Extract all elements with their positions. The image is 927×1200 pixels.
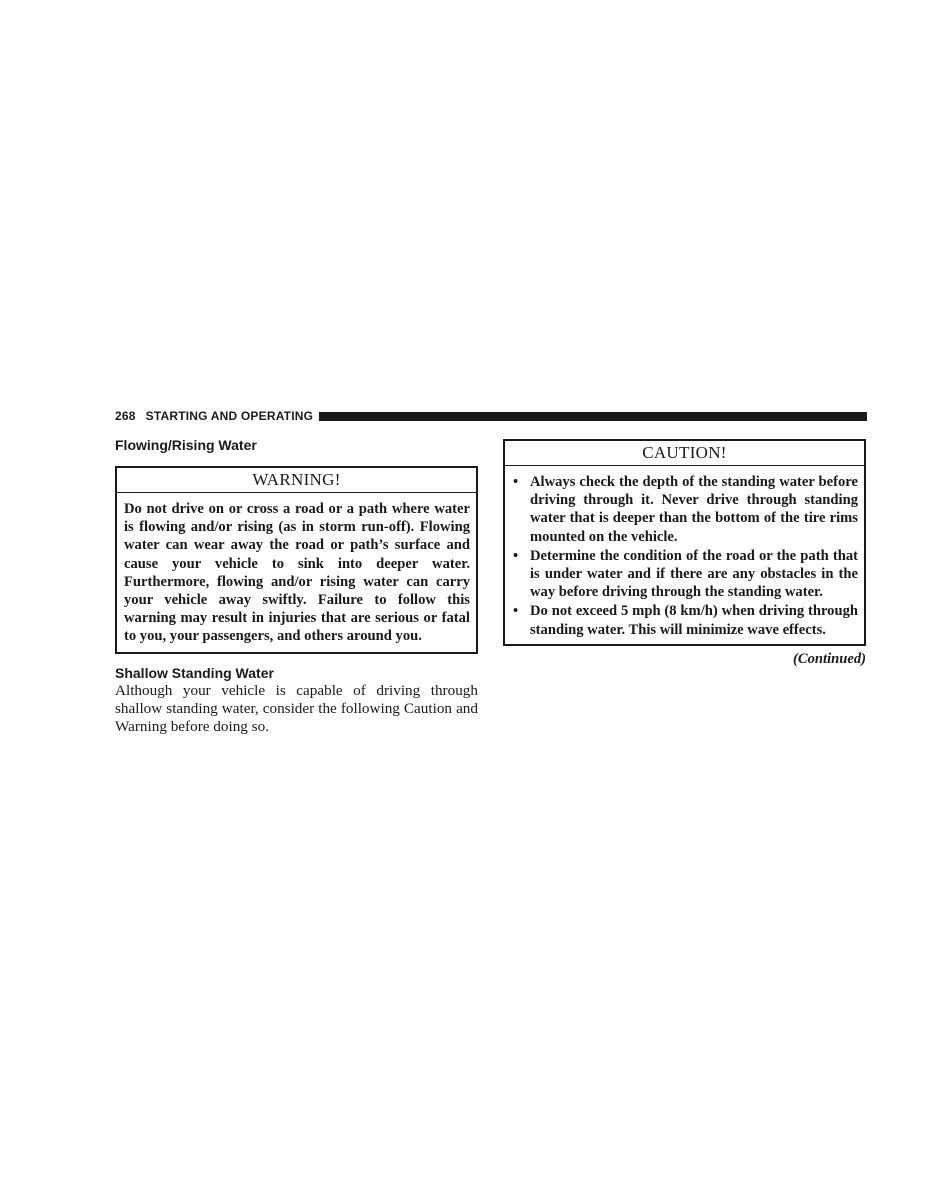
caution-item [513, 602, 858, 638]
caution-item-text: Always check the depth of the standing water before driving through it. Never drive through standing water that is deeper than the bottom of the tire rims mounted on the vehicle. [530, 474, 858, 545]
bullet-icon: • [513, 547, 519, 564]
page-number: 268 [115, 409, 136, 423]
caution-item-text: Determine the condition of the road or the path that is under water and if there are any obstacles in the way before driving through the standing water. [530, 547, 858, 601]
shallow-water-paragraph: Although your vehicle is capable of driving through shallow standing water, consider the following Caution and Warning before doing so. [115, 681, 478, 736]
continued-note: (Continued) [793, 650, 866, 667]
warning-box [115, 466, 478, 654]
right-column [503, 439, 866, 668]
caution-list [505, 466, 864, 644]
header-rule [319, 412, 867, 421]
caution-item-text: Do not exceed 5 mph (8 km/h) when driving through standing water. This will minimize wave effects. [530, 603, 858, 638]
page-header [115, 408, 867, 424]
caution-item [513, 547, 858, 602]
caution-item [513, 473, 858, 546]
bullet-icon: • [513, 603, 519, 620]
flowing-water-heading: Flowing/Rising Water [115, 437, 257, 453]
section-title: STARTING AND OPERATING [145, 409, 314, 423]
left-column [115, 436, 478, 736]
warning-title: WARNING! [117, 468, 476, 493]
shallow-water-heading: Shallow Standing Water [115, 664, 274, 681]
warning-text: Do not drive on or cross a road or a path where water is flowing and/or rising (as in storm run-off). Flowing water can wear away the road or path’s surface and cause your vehicle to sink into deeper water. Furthermore, flowing and/or rising water can carry your vehicle away swiftly. Failure to follow this warning may result in injuries that are serious or fatal to you, your passengers, and others around you. [124, 501, 470, 645]
bullet-icon: • [513, 474, 519, 490]
caution-title: CAUTION! [505, 441, 864, 466]
caution-box [503, 439, 866, 646]
